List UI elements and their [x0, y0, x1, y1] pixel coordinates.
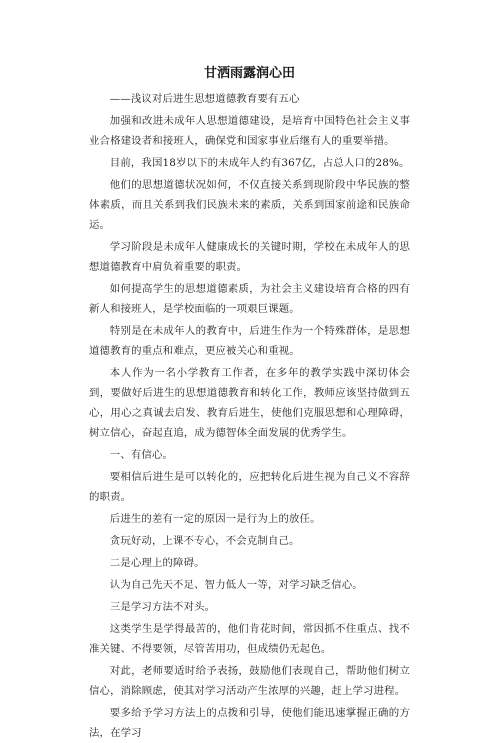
paragraph: 学习阶段是未成年人健康成长的关键时期，学校在未成年人的思想道德教育中肩负着重要的职责。	[89, 241, 410, 273]
paragraph: 加强和改进未成年人思想道德建设，是培育中国特色社会主义事业合格建设者和接班人，确保党和国家事业后继有人的重要举措。	[89, 115, 410, 147]
paragraph: 二是心理上的障碍。	[109, 557, 205, 569]
document-title: 甘洒雨露润心田	[203, 66, 295, 81]
paragraph: 特别是在未成年人的教育中，后进生作为一个特殊群体，是思想道德教育的重点和难点，更应被关心和重视。	[89, 325, 410, 357]
paragraph: 后进生的差有一定的原因一是行为上的放任。	[109, 513, 321, 525]
paragraph: 贪玩好动，上课不专心，不会克制自己。	[109, 535, 300, 547]
paragraph: 目前，我国18岁以下的未成年人约有367亿，占总人口的28%。	[109, 157, 410, 169]
paragraph: 三是学习方法不对头。	[109, 601, 216, 613]
section-heading: 一、有信心。	[109, 449, 174, 461]
paragraph: 要多给予学习方法上的点拨和引导，使他们能迅速掌握正确的方法，在学习	[89, 707, 410, 739]
paragraph-subtitle: ——浅议对后进生思想道德教育要有五心	[109, 93, 300, 105]
paragraph: 他们的思想道德状况如何，不仅直接关系到现阶段中华民族的整体素质，而且关系到我们民族未来的素质，关系到国家前途和民族命运。	[89, 179, 410, 231]
document-body	[89, 89, 410, 743]
paragraph: 如何提高学生的思想道德素质，为社会主义建设培育合格的四有新人和接班人，是学校面临的一项艰巨课题。	[89, 283, 410, 315]
paragraph: 要相信后进生是可以转化的，应把转化后进生视为自己义不容辞的职责。	[89, 471, 410, 503]
paragraph: 这类学生是学得最苦的，他们肯花时间，常因抓不住重点、找不准关键、不得要领，尽管苦用功，但成绩仍无起色。	[89, 623, 410, 655]
paragraph: 本人作为一名小学教育工作者，在多年的教学实践中深切体会到，要做好后进生的思想道德教育和转化工作，教师应该坚持做到五心，用心之真诚去启发、教育后进生，使他们克服思想和心理障碍，树立信心，奋起直追，成为德智体全面发展的优秀学生。	[89, 367, 410, 439]
paragraph: 认为自己先天不足、智力低人一等，对学习缺乏信心。	[109, 579, 363, 591]
paragraph: 对此，老师要适时给予表扬，鼓励他们表现自己，帮助他们树立信心，消除顾虑，使其对学习活动产生浓厚的兴趣，赶上学习进程。	[89, 665, 410, 697]
